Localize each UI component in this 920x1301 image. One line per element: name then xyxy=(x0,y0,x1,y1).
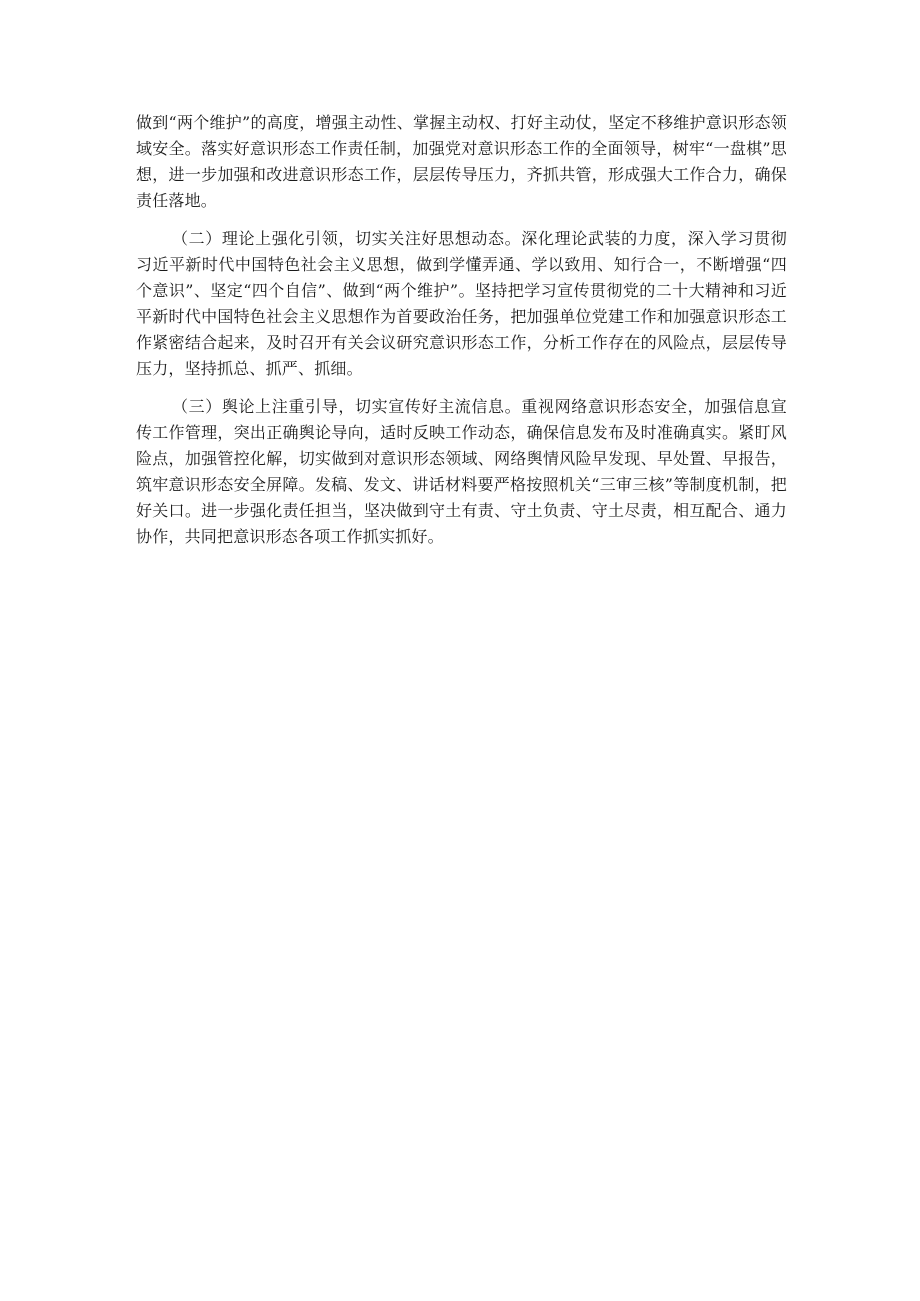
document-body xyxy=(136,110,787,562)
paragraph-continuation: 做到“两个维护”的高度，增强主动性、掌握主动权、打好主动仗，坚定不移维护意识形态领域安全。落实好意识形态工作责任制，加强党对意识形态工作的全面领导，树牢“一盘棋”思想，进一步加强和改进意识形态工作，层层传导压力，齐抓共管，形成强大工作合力，确保责任落地。 xyxy=(136,113,787,210)
paragraph-section-two: （二）理论上强化引领，切实关注好思想动态。深化理论武装的力度，深入学习贯彻习近平新时代中国特色社会主义思想，做到学懂弄通、学以致用、知行合一，不断增强“四个意识”、坚定“四个自信”、做到“两个维护”。坚持把学习宣传贯彻党的二十大精神和习近平新时代中国特色社会主义思想作为首要政治任务，把加强单位党建工作和加强意识形态工作紧密结合起来，及时召开有关会议研究意识形态工作，分析工作存在的风险点，层层传导压力，坚持抓总、抓严、抓细。 xyxy=(136,229,787,378)
paragraph-section-three: （三）舆论上注重引导，切实宣传好主流信息。重视网络意识形态安全，加强信息宣传工作管理，突出正确舆论导向，适时反映工作动态，确保信息发布及时准确真实。紧盯风险点，加强管控化解，切实做到对意识形态领域、网络舆情风险早发现、早处置、早报告，筑牢意识形态安全屏障。发稿、发文、讲话材料要严格按照机关“三审三核”等制度机制，把好关口。进一步强化责任担当，坚决做到守土有责、守土负责、守土尽责，相互配合、通力协作，共同把意识形态各项工作抓实抓好。 xyxy=(136,397,787,546)
